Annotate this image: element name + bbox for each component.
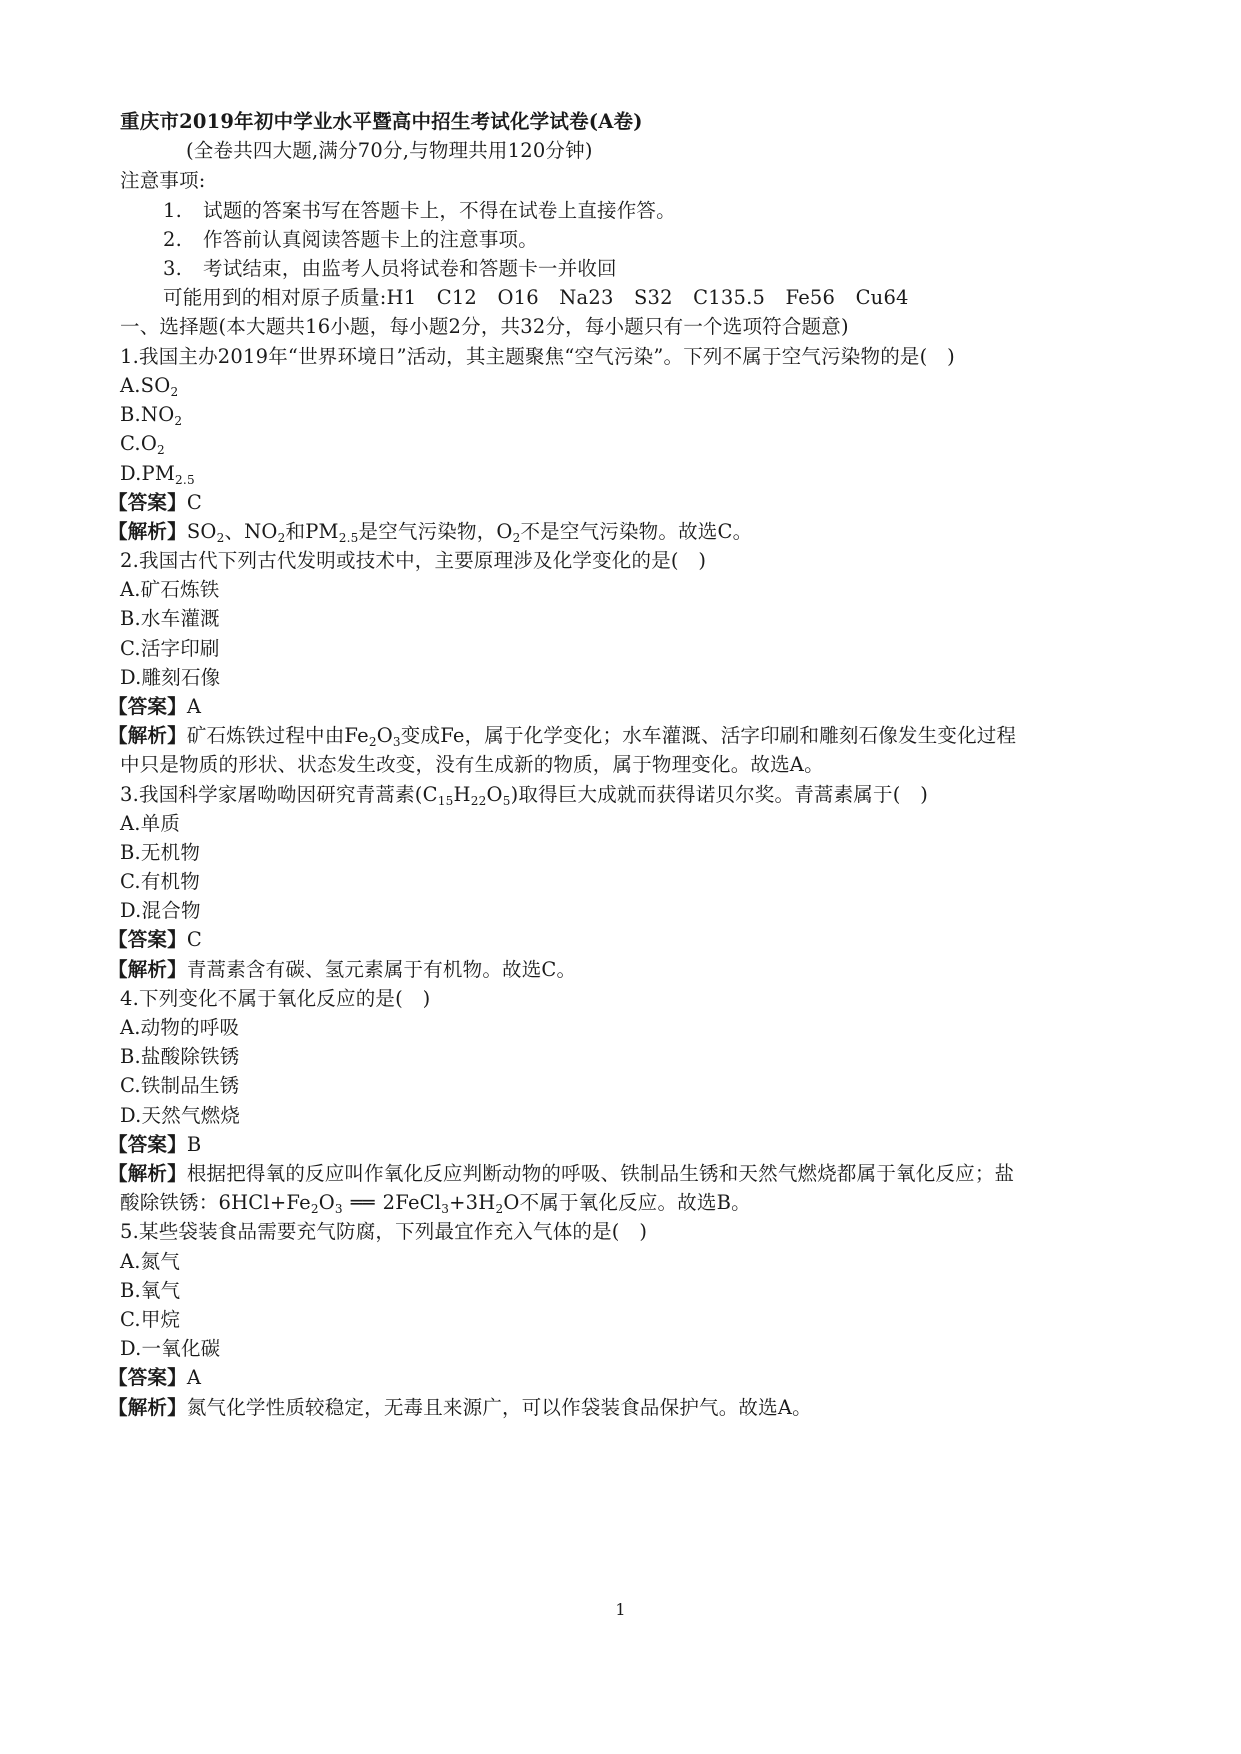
option-b: $B.NO_2$: [120, 403, 183, 429]
page-number: 1: [615, 1600, 626, 1619]
option-b: B.氧气: [120, 1279, 181, 1302]
explanation-equation: 酸除铁锈：$6HCl+Fe_2O_3$ ══ $2FeCl_3+3H_2O$不属于氧化反应。故选B。: [120, 1191, 751, 1217]
question-stem: 5.某些袋装食品需要充气防腐，下列最宜作充入气体的是( ): [120, 1220, 648, 1243]
option-d: D.天然气燃烧: [120, 1104, 241, 1127]
option-d: D.一氧化碳: [120, 1337, 221, 1360]
explanation-continued: 中只是物质的形状、状态发生改变，没有生成新的物质，属于物理变化。故选A。: [120, 753, 824, 776]
option-c: C.活字印刷: [120, 637, 220, 660]
question-stem: 3.我国科学家屠呦呦因研究青蒿素$(C_{15}H_{22}O_5)$取得巨大成就而获得诺贝尔奖。青蒿素属于( ): [120, 783, 929, 809]
explanation: 【解析】$SO_2$、$NO_2$和$PM_{2.5}$是空气污染物，$O_2$不是空气污染物。故选C。: [108, 520, 753, 546]
question-stem: 1.我国主办2019年“世界环境日”活动，其主题聚焦“空气污染”。下列不属于空气污染物的是( ): [120, 345, 955, 368]
option-b: B.盐酸除铁锈: [120, 1045, 240, 1068]
option-d: D.混合物: [120, 899, 201, 922]
option-c: $C.O_2$: [120, 432, 165, 458]
answer: 【答案】C: [108, 928, 202, 951]
explanation: 【解析】根据把得氧的反应叫作氧化反应判断动物的呼吸、铁制品生锈和天然气燃烧都属于氧化反应；盐: [108, 1162, 1015, 1185]
option-c: C.甲烷: [120, 1308, 181, 1331]
note-item-1: 1. 试题的答案书写在答题卡上，不得在试卷上直接作答。: [163, 199, 676, 222]
option-c: C.铁制品生锈: [120, 1074, 240, 1097]
note-item-2: 2. 作答前认真阅读答题卡上的注意事项。: [163, 228, 538, 251]
option-a: A.氮气: [120, 1250, 181, 1273]
atomic-masses: 可能用到的相对原子质量:H1 C12 O16 Na23 S32 C135.5 Fe56 Cu64: [163, 286, 909, 309]
answer: 【答案】C: [108, 491, 202, 514]
answer: 【答案】A: [108, 1366, 202, 1389]
option-a: $A.SO_2$: [120, 374, 179, 400]
section-heading: 一、选择题(本大题共16小题，每小题2分，共32分，每小题只有一个选项符合题意): [120, 315, 849, 338]
option-d: $D.PM_{2.5}$: [120, 462, 195, 488]
option-c: C.有机物: [120, 870, 200, 893]
notes-heading: 注意事项:: [120, 169, 206, 192]
exam-subtitle: (全卷共四大题,满分70分,与物理共用120分钟): [186, 139, 593, 162]
option-a: A.单质: [120, 812, 181, 835]
note-item-3: 3. 考试结束，由监考人员将试卷和答题卡一并收回: [163, 257, 617, 280]
answer: 【答案】B: [108, 1133, 202, 1156]
explanation: 【解析】青蒿素含有碳、氢元素属于有机物。故选C。: [108, 958, 577, 981]
explanation: 【解析】氮气化学性质较稳定，无毒且来源广，可以作袋装食品保护气。故选A。: [108, 1396, 812, 1419]
explanation: 【解析】矿石炼铁过程中由$Fe_2O_3$变成Fe，属于化学变化；水车灌溉、活字印刷和雕刻石像发生变化过程: [108, 724, 1017, 750]
option-b: B.水车灌溉: [120, 607, 220, 630]
answer: 【答案】A: [108, 695, 202, 718]
option-a: A.矿石炼铁: [120, 578, 220, 601]
option-b: B.无机物: [120, 841, 201, 864]
exam-title: 重庆市2019年初中学业水平暨高中招生考试化学试卷(A卷): [120, 110, 643, 133]
question-stem: 2.我国古代下列古代发明或技术中，主要原理涉及化学变化的是( ): [120, 549, 707, 572]
option-a: A.动物的呼吸: [120, 1016, 240, 1039]
question-stem: 4.下列变化不属于氧化反应的是( ): [120, 987, 431, 1010]
option-d: D.雕刻石像: [120, 666, 221, 689]
